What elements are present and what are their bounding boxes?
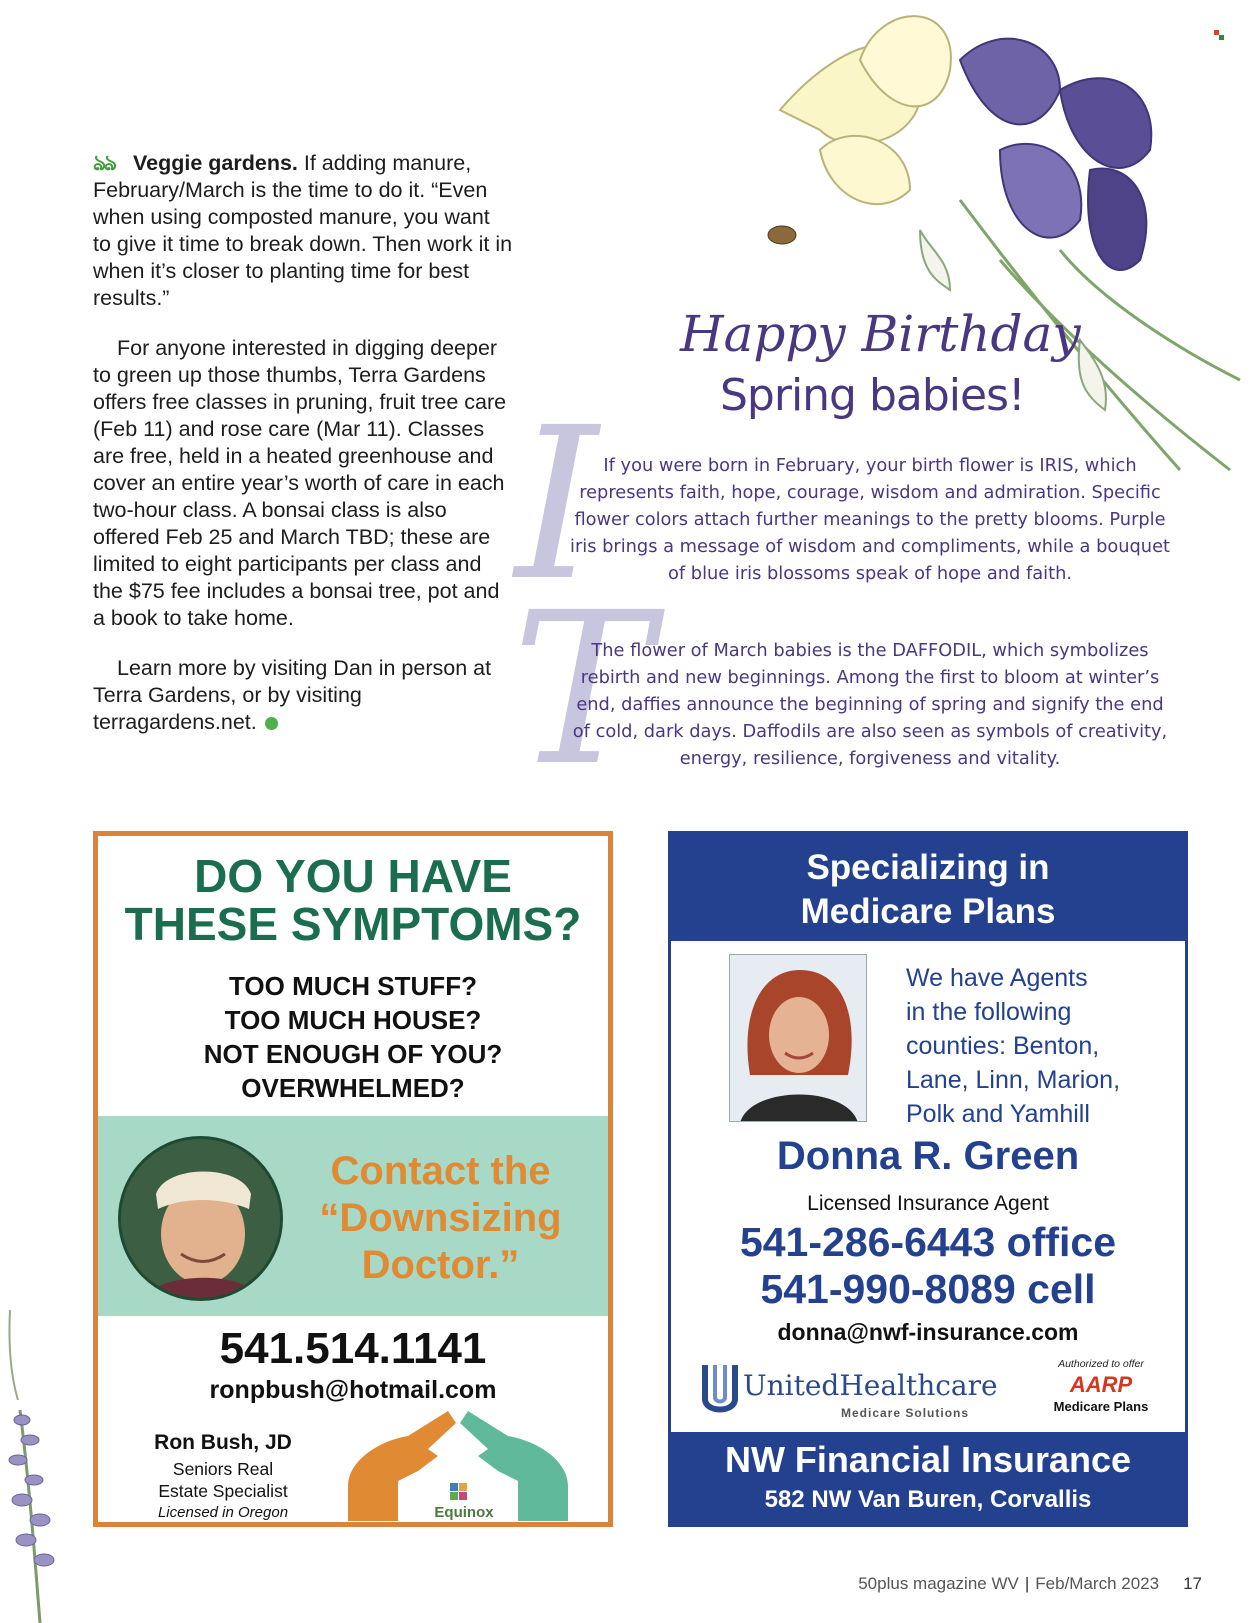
article-lead: Veggie gardens. (133, 151, 298, 175)
agent-counties-line: counties: Benton, (906, 1032, 1100, 1060)
aarp-logo-text: AARP (1069, 1372, 1133, 1397)
ad-headline (98, 852, 608, 948)
agent-name: Ron Bush, JD (154, 1431, 292, 1454)
agent-counties-line: Lane, Linn, Marion, (906, 1066, 1121, 1094)
page-footer (858, 1574, 1202, 1594)
birthday-february-paragraph: If you were born in February, your birth flower is IRIS, which represents faith, hope, courage, wisdom and admiration. Specific flower colors attach further meanings to the pretty blooms. Purple iris brings a message of wisdom and compliments, while a bouquet of blue iris blossoms speak of hope and faith. (570, 455, 1170, 584)
ad-title-line-2: Medicare Plans (800, 892, 1056, 931)
agent-role-line-2: Estate Specialist (158, 1481, 288, 1501)
cell-phone: 541-990-8089 cell (760, 1266, 1096, 1312)
page-number: 17 (1183, 1574, 1202, 1593)
insurance-agent-title: Licensed Insurance Agent (807, 1192, 1049, 1215)
office-phone: 541-286-6443 office (739, 1219, 1117, 1265)
birthday-title: Happy Birthday (680, 305, 1081, 363)
footer-separator: | (1024, 1574, 1030, 1593)
article-paragraph-3-text: Learn more by visiting Dan in person at Terra Gardens, or by visiting terragardens.net. (93, 656, 492, 734)
equinox-logo-text: Equinox (434, 1504, 494, 1521)
birthday-march-paragraph: The flower of March babies is the DAFFODIL, which symbolizes rebirth and new beginnings. Among the first to bloom at winter’s end, daffies announce the beginning of spring and signify the end of cold, dark days. Daffodils are also seen as symbols of creativity, energy, resilience, forgiveness and vitality. (572, 640, 1168, 769)
firm-address: 582 NW Van Buren, Corvallis (764, 1486, 1092, 1513)
aarp-medicare-plans-text: Medicare Plans (1053, 1399, 1149, 1414)
unitedhealthcare-u-icon (701, 1359, 739, 1419)
color-registration-icon (1214, 30, 1224, 40)
birthday-subtitle: Spring babies! (720, 370, 1025, 421)
agent-counties (906, 961, 1176, 1131)
agent-role-line-1: Seniors Real (172, 1459, 274, 1479)
contact-line-1: Contact the (330, 1149, 551, 1193)
donna-green-photo (729, 954, 867, 1122)
gardening-article (93, 150, 513, 759)
insurance-email: donna@nwf-insurance.com (777, 1319, 1079, 1345)
issue-date: Feb/March 2023 (1035, 1574, 1160, 1593)
article-paragraph-classes: For anyone interested in digging deeper to green up those thumbs, Terra Gardens offers free classes in pruning, fruit tree care (Feb 11) and rose care (Mar 11). Classes are free, held in a heated greenhouse and cover an entire year’s worth of care in each two-hour class. A bonsai class is also offered Feb 25 and March TBD; these are limited to eight participants per class and the $75 fee includes a bonsai tree, pot and a book to take home. (93, 336, 507, 630)
drop-cap-t: T (512, 567, 653, 812)
authorized-note: Authorized to offer (1058, 1358, 1144, 1370)
sprout-bullet-icon: ঌঌ (93, 151, 115, 175)
contact-downsizing-doctor (293, 1148, 588, 1289)
article-paragraph-veggie (93, 150, 513, 312)
end-of-story-icon (265, 717, 278, 730)
firm-name: NW Financial Insurance (724, 1439, 1132, 1480)
symptom-item: OVERWHELMED? (241, 1073, 465, 1103)
agent-counties-line: Polk and Yamhill (906, 1100, 1090, 1128)
ad-headline-line-1: DO YOU HAVE (194, 850, 512, 902)
ad-headline-line-2: THESE SYMPTOMS? (124, 898, 582, 950)
agent-role (118, 1458, 328, 1502)
ad-email: ronpbush@hotmail.com (209, 1376, 497, 1404)
ron-bush-portrait (118, 1136, 283, 1301)
contact-line-3: Doctor.” (361, 1243, 520, 1287)
contact-line-2: “Downsizing (319, 1196, 562, 1240)
symptom-item: TOO MUCH HOUSE? (224, 1005, 482, 1035)
downsizing-doctor-ad (93, 831, 613, 1527)
insurance-agent-name: Donna R. Green (776, 1134, 1080, 1178)
ad-title-line-1: Specializing in (806, 848, 1050, 887)
unitedhealthcare-logo-text: UnitedHealthcare (743, 1369, 998, 1402)
license-note: Licensed in Oregon (157, 1504, 289, 1521)
lavender-sprig-illustration (0, 1310, 90, 1623)
ad-title (671, 846, 1185, 934)
medicare-plans-ad (668, 831, 1188, 1527)
magazine-name: 50plus magazine WV (858, 1574, 1019, 1593)
symptom-item: TOO MUCH STUFF? (229, 971, 477, 1001)
article-paragraph-visit (93, 655, 513, 736)
agent-counties-line: We have Agents (906, 964, 1088, 992)
symptoms-list (98, 969, 608, 1105)
article-paragraph-1-body: If adding manure, February/March is the time to do it. “Even when using composted manure, you want to give it time to break down. Then work it in when it’s closer to planting time for best results.” (93, 151, 513, 310)
agent-counties-line: in the following (906, 998, 1072, 1026)
symptom-item: NOT ENOUGH OF YOU? (203, 1039, 503, 1069)
drop-cap-i: I (515, 382, 598, 627)
medicare-solutions-text: Medicare Solutions (841, 1406, 970, 1420)
ad-phone-number: 541.514.1141 (219, 1324, 487, 1373)
